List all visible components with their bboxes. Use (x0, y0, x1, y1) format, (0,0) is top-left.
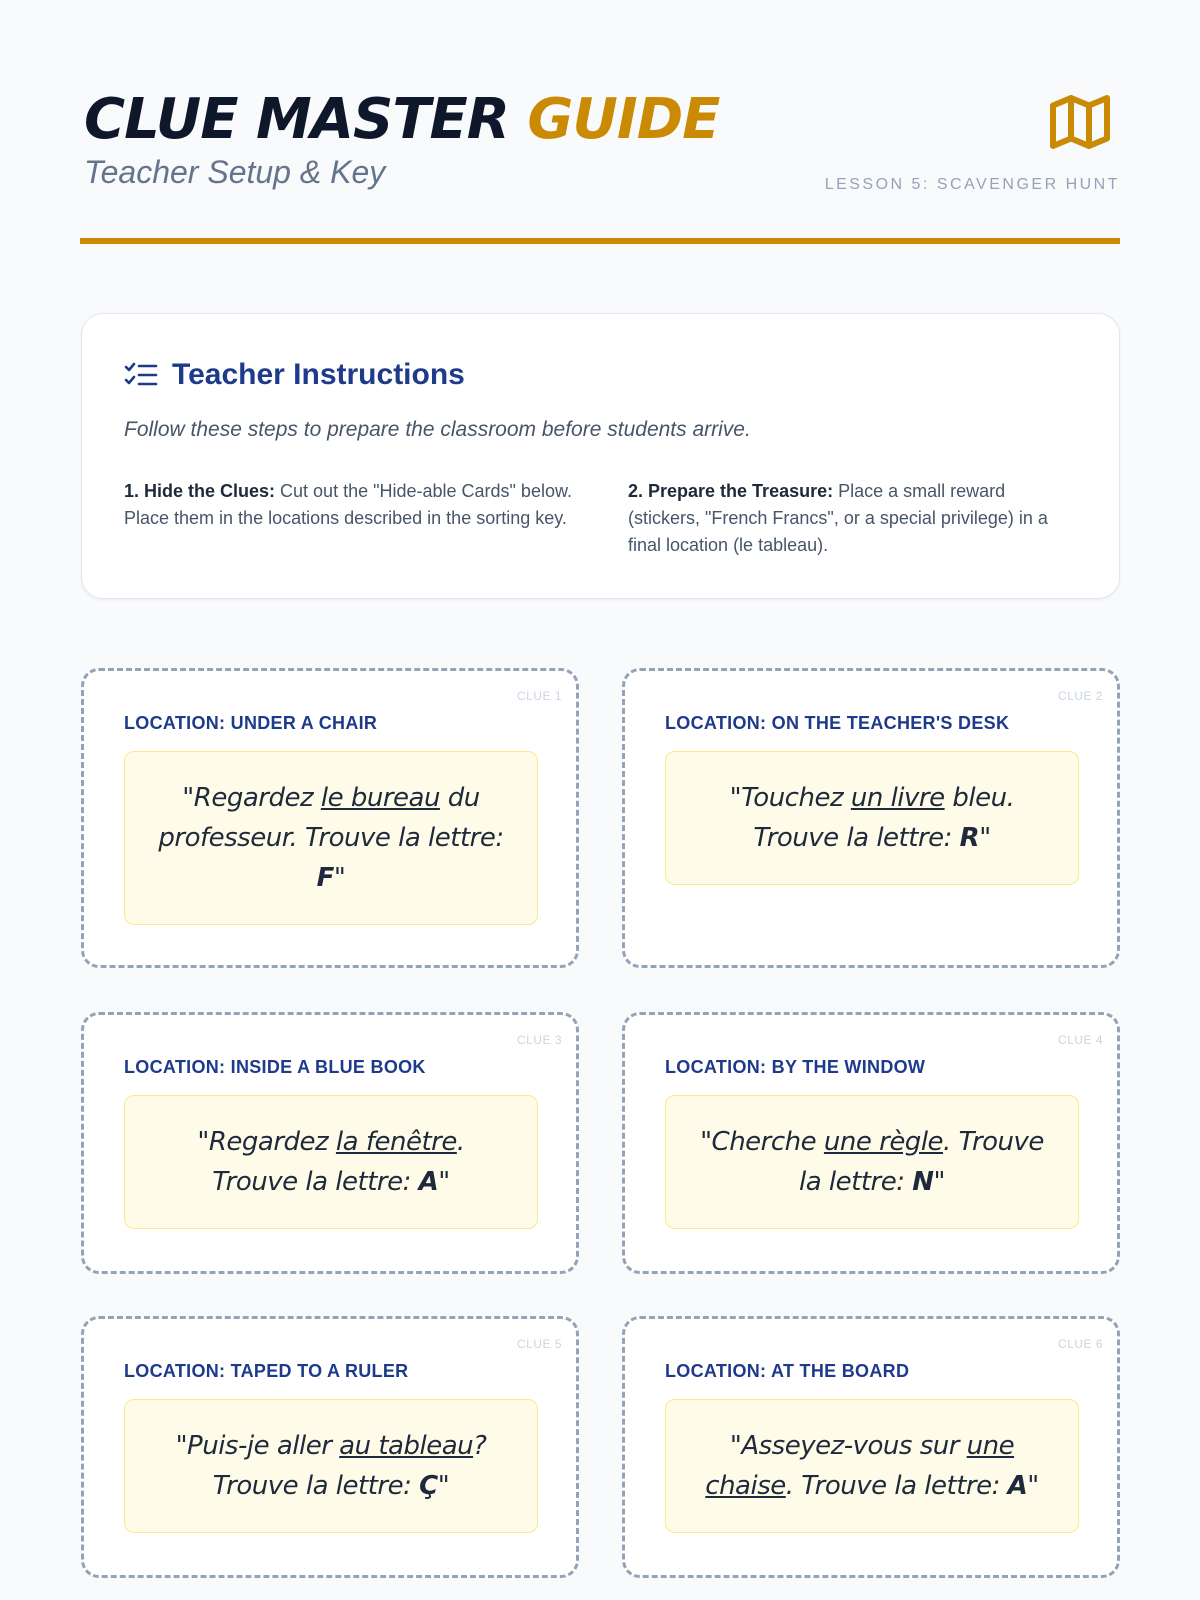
clue-vocab-phrase: la fenêtre (335, 1127, 457, 1157)
clue-text-segment: bleu. Trouve la lettre: (753, 783, 1015, 853)
clue-text-segment: du professeur. Trouve la lettre: (158, 783, 504, 853)
clue-text (124, 1095, 538, 1229)
clue-number: CLUE 2 (1057, 689, 1103, 703)
instructions-subtitle: Follow these steps to prepare the classroom before students arrive. (124, 418, 751, 441)
step-label: 1. Hide the Clues: (124, 481, 276, 501)
clue-text-segment: " (979, 823, 991, 853)
clue-text-segment: "Regardez (197, 1127, 336, 1157)
clue-number: CLUE 1 (516, 689, 562, 703)
clue-answer-letter: A (1007, 1471, 1028, 1501)
clue-number: CLUE 6 (1057, 1337, 1103, 1351)
title-accent: GUIDE (527, 87, 720, 152)
clue-text (665, 751, 1079, 885)
title-main: CLUE MASTER (84, 87, 509, 152)
clue-card-5 (81, 1316, 579, 1578)
clue-answer-letter: Ç (419, 1471, 438, 1501)
clue-location: LOCATION: AT THE BOARD (665, 1361, 910, 1381)
clue-number: CLUE 3 (516, 1033, 562, 1047)
clue-text-segment: "Asseyez-vous sur (729, 1431, 967, 1461)
clue-text-segment: " (437, 1471, 450, 1501)
clue-location: LOCATION: UNDER A CHAIR (124, 713, 378, 733)
clue-vocab-phrase: le bureau (320, 783, 440, 813)
checklist-icon (124, 360, 158, 390)
step-label: 2. Prepare the Treasure: (628, 481, 834, 501)
clue-text-segment: . Trouve la lettre: (785, 1471, 1008, 1501)
clue-card-3 (81, 1012, 579, 1274)
teacher-instructions-card (81, 313, 1120, 599)
clue-text (665, 1399, 1079, 1533)
clue-text (124, 751, 538, 925)
instruction-step (124, 478, 584, 532)
instructions-heading (124, 358, 465, 392)
clue-text-segment: "Cherche (700, 1127, 824, 1157)
clue-vocab-phrase: au tableau (339, 1431, 474, 1461)
clue-card-6 (622, 1316, 1120, 1578)
clue-text (665, 1095, 1079, 1229)
clue-location: LOCATION: BY THE WINDOW (665, 1057, 926, 1077)
step-text: Place a small reward (stickers, "French Francs", or a special privilege) in a final location (le tableau). (628, 481, 1048, 555)
clue-text-segment: "Puis-je aller (175, 1431, 340, 1461)
instructions-title: Teacher Instructions (172, 358, 465, 391)
clue-card-4 (622, 1012, 1120, 1274)
clue-text-segment: " (1027, 1471, 1039, 1501)
clue-text-segment: " (438, 1167, 450, 1197)
clue-text (124, 1399, 538, 1533)
header-divider (80, 238, 1120, 244)
clue-text-segment: . Trouve la lettre: (799, 1127, 1044, 1197)
clue-answer-letter: N (912, 1167, 934, 1197)
clue-answer-letter: R (959, 823, 980, 853)
clue-vocab-phrase: une règle (823, 1127, 944, 1157)
step-text: Cut out the "Hide-able Cards" below. Place them in the locations described in the sorting key. (124, 481, 572, 528)
header (80, 84, 1120, 244)
clue-location: LOCATION: ON THE TEACHER'S DESK (665, 713, 1010, 733)
map-icon (1044, 86, 1116, 158)
clue-text-segment: "Touchez (729, 783, 851, 813)
clue-vocab-phrase: un livre (850, 783, 945, 813)
clue-location: LOCATION: TAPED TO A RULER (124, 1361, 409, 1381)
instruction-step (628, 478, 1078, 559)
clue-vocab-phrase: une chaise (705, 1431, 1015, 1501)
clue-number: CLUE 5 (516, 1337, 562, 1351)
clue-location: LOCATION: INSIDE A BLUE BOOK (124, 1057, 426, 1077)
clue-answer-letter: F (316, 863, 334, 893)
clue-card-1 (81, 668, 579, 968)
page-title (84, 84, 719, 156)
clue-text-segment: "Regardez (182, 783, 321, 813)
clue-number: CLUE 4 (1057, 1033, 1103, 1047)
clue-text-segment: " (333, 863, 346, 893)
clue-answer-letter: A (418, 1167, 439, 1197)
lesson-label: LESSON 5: SCAVENGER HUNT (824, 176, 1120, 193)
clue-card-2 (622, 668, 1120, 968)
page-subtitle: Teacher Setup & Key (84, 154, 386, 190)
clue-text-segment: . Trouve la lettre: (212, 1127, 465, 1197)
clue-text-segment: " (933, 1167, 945, 1197)
clue-text-segment: ? Trouve la lettre: (212, 1431, 487, 1501)
